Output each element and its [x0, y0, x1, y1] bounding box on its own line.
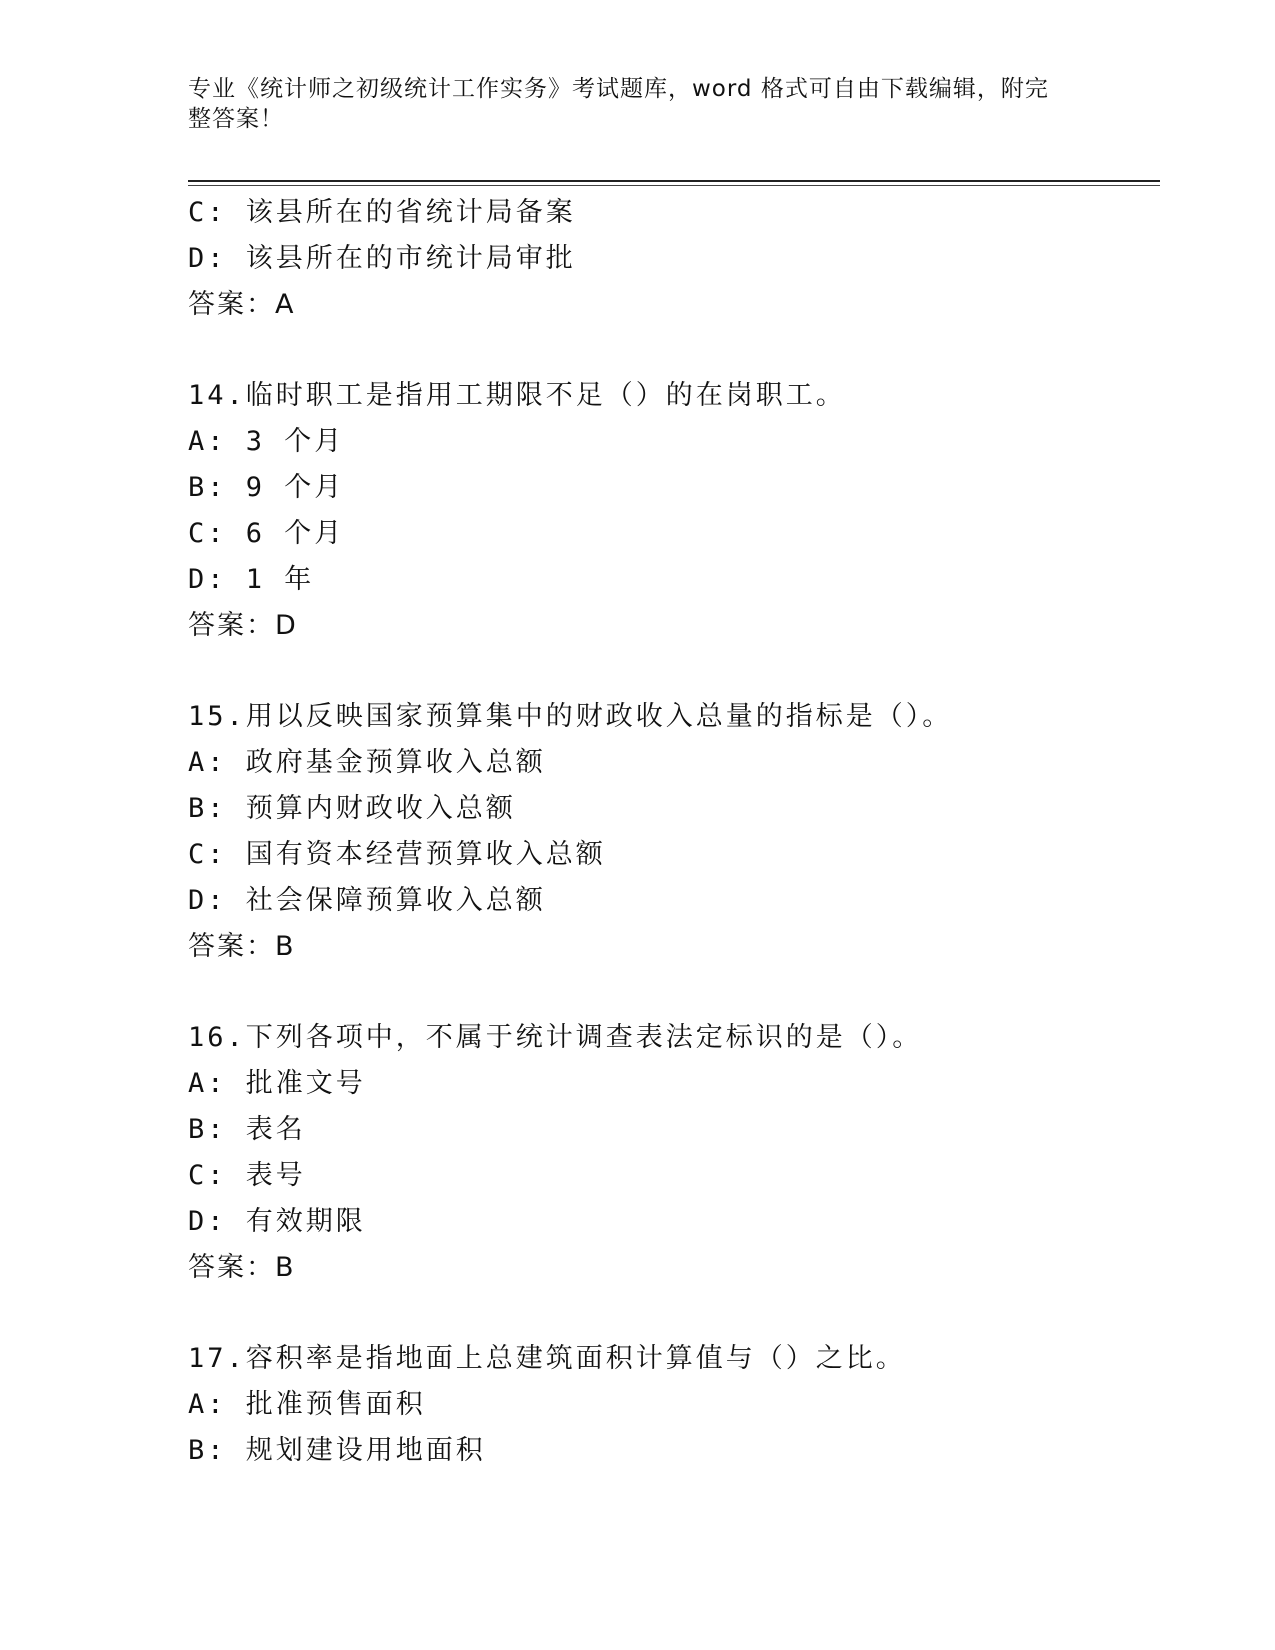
- option-a: A: 批准预售面积: [188, 1389, 426, 1420]
- option-a: A: 政府基金预算收入总额: [188, 747, 546, 778]
- option-a: A: 3 个月: [188, 426, 345, 457]
- header-divider-thin: [188, 185, 1160, 186]
- option-b: B: 表名: [188, 1114, 306, 1145]
- question-13-partial: [188, 190, 1148, 328]
- answer: 答案：B: [188, 931, 296, 962]
- question-title: 15.用以反映国家预算集中的财政收入总量的指标是（）。: [188, 701, 953, 732]
- option-b: B: 9 个月: [188, 472, 345, 503]
- header-line-1: 专业《统计师之初级统计工作实务》考试题库，word 格式可自由下载编辑，附完: [188, 76, 1049, 102]
- spacer: [188, 328, 1148, 373]
- question-title: 17.容积率是指地面上总建筑面积计算值与（）之比。: [188, 1343, 906, 1374]
- option-c: C: 该县所在的省统计局备案: [188, 197, 576, 228]
- spacer: [188, 970, 1148, 1015]
- option-d: D: 有效期限: [188, 1206, 366, 1237]
- question-17: [188, 1336, 1148, 1474]
- answer: 答案：B: [188, 1252, 296, 1283]
- option-b: B: 规划建设用地面积: [188, 1435, 486, 1466]
- option-a: A: 批准文号: [188, 1068, 366, 1099]
- question-content: [188, 190, 1148, 1474]
- spacer: [188, 1291, 1148, 1336]
- question-title: 16.下列各项中，不属于统计调查表法定标识的是（）。: [188, 1022, 923, 1053]
- answer: 答案：A: [188, 289, 296, 320]
- option-b: B: 预算内财政收入总额: [188, 793, 516, 824]
- header-divider-thick: [188, 180, 1160, 182]
- document-header: [188, 74, 1068, 134]
- option-c: C: 国有资本经营预算收入总额: [188, 839, 606, 870]
- spacer: [188, 649, 1148, 694]
- option-d: D: 1 年: [188, 564, 315, 595]
- question-14: [188, 373, 1148, 649]
- option-d: D: 社会保障预算收入总额: [188, 885, 546, 916]
- option-c: C: 6 个月: [188, 518, 345, 549]
- option-c: C: 表号: [188, 1160, 306, 1191]
- header-line-2: 整答案！: [188, 106, 284, 132]
- question-15: [188, 694, 1148, 970]
- option-d: D: 该县所在的市统计局审批: [188, 243, 576, 274]
- question-16: [188, 1015, 1148, 1291]
- question-title: 14.临时职工是指用工期限不足（）的在岗职工。: [188, 380, 846, 411]
- answer: 答案：D: [188, 610, 298, 641]
